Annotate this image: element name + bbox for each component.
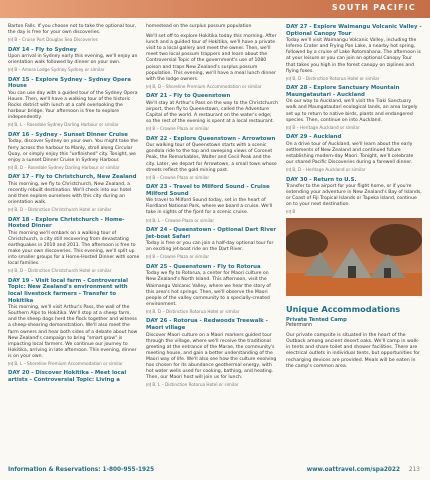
section-banner [0, 0, 430, 18]
day-description: We travel to Milford Sound today, set in the heart of Fiordland National Park, where we board a cruise. We'll take in sights of the fjord for a scenic cruise. [146, 198, 273, 216]
itinerary-entry [146, 227, 278, 260]
itinerary-entry [146, 264, 278, 315]
website-link[interactable]: www.oattravel.com/spa2022 [306, 467, 400, 473]
day-description: Today, discover Sydney on your own. You might take the ferry across the harbour to Manly, stroll along Circular Quay, or simply enjoy this "unfinished" city. Tonight, we enjoy a sunset Dinner Cruise in Sydney Harbour. [8, 139, 139, 163]
meals-and-lodging: 🍽 B – Amora Lodge Sydney Sydney or similar [8, 67, 140, 72]
day-heading: DAY 28 - Explore Sanctuary Mountain Maungatautari - Auckland [286, 85, 400, 98]
itinerary-entry [8, 132, 140, 170]
day-heading: DAY 15 - Explore Sydney - Sydney Opera House [8, 76, 131, 90]
meals-and-lodging: 🍽 B – Crowne Plaza or similar [146, 254, 278, 259]
day-heading: DAY 25 - Queenstown - Fly to Rotorua [146, 263, 261, 270]
day-description: Barton Falls. If you choose not to take the optional tour, the day is free for your own discoveries. [8, 24, 137, 36]
tents-illustration [286, 218, 422, 296]
day-description: Our walking tour of Queenstown starts with a scenic gondola ride to the top and sweeping views of Coronet Peak, the Remarkables, Walter and Cecil Peak and the city. Later, we depart for Arrowtown, a small town whose streets reflect the gold mining past. [146, 143, 277, 173]
itinerary-entry [8, 217, 140, 274]
day-description: On our way to Auckland, we'll visit the Tiaki Sanctuary walk and Maungatautari ecological lands, an area largely set up to return to native birds, plants and endangered species. Then, continue on into Auckland. [286, 99, 418, 123]
itinerary-entry [146, 93, 278, 131]
day-description: This morning we'll embark on a walking tour of Christchurch, a city still recovering from devastating earthquakes in 2010 and 2011. The afternoon is free to make your own discoveries. This evening, we'll split up into smaller groups for a Home-Hosted Dinner with some local families. [8, 230, 140, 267]
itinerary-entry [286, 177, 422, 215]
day-description: Upon arrival in Sydney early this evening, we'll enjoy an orientation walk followed by dinner on your own. [8, 54, 138, 66]
day-heading: DAY 29 - Auckland [286, 134, 342, 141]
meals-and-lodging: 🍽 B, D – Distinction Christchurch Hotel or similar [8, 207, 140, 212]
day-description: Today is free or you can join a half-day optional tour for an exciting jet-boat ride on the Dart River. [146, 241, 274, 253]
accommodation-location: Petermann [286, 323, 313, 329]
page-number: 213 [408, 467, 420, 473]
day-description: Discover Maori culture on a Maori markers guided tour through the village, where we'll receive the traditional greeting at the entrance of the Marae, the community's meeting house, and gain a better understanding of the Maori way of life. We'll also see how the culture evolving has chosen for its abundance geothermal energy, with hot water wells used for cooking, bathing, and heating. Then, our Maori host will join us for lunch. [146, 332, 277, 381]
itinerary-entry [8, 47, 140, 73]
day-heading: DAY 27 - Explore Waimangu Volcanic Valley - Optional Canopy Tour [286, 24, 422, 37]
itinerary-column-2 [146, 24, 278, 392]
day-description: Transfer to the airport for your flight home, or if you're extending your adventure in New Zealand's Bay of Islands, or Coast of Fiji Tropical Islands or Tapeka Island, continue on to your next destination. [286, 184, 422, 208]
day-description: We'll stay at Arthur's Pass on the way to the Christchurch airport, then fly to Queenstown, called the Adventure Capital of the world. A restaurant on the water's edge; so the rest of the evening is spent at a local restaurant. [146, 100, 278, 125]
itinerary-entry [146, 136, 278, 180]
day-heading: DAY 16 - Sydney - Sunset Dinner Cruise [8, 131, 128, 138]
day-heading: DAY 21 - Fly to Queenstown [146, 93, 231, 100]
meals-and-lodging: 🍽 B, L – Crowne Plaza or similar [146, 218, 278, 223]
day-heading: DAY 30 - Return to U.S. [286, 176, 357, 183]
itinerary-entry [146, 24, 278, 30]
meals-and-lodging: 🍽 B, L – Distinction Rotorua Hotel or similar [146, 382, 278, 387]
accommodation-description: Our private campsite is situated in the heart of the Outback among ancient desert oaks. We'll camp in walk-in tents and share toilet and shower facilities. There are electrical outlets in individual tents, but opportunities for recharging devices are provided. Meals will be eaten in the camp's common area. [286, 332, 420, 369]
meals-and-lodging: 🍽 B, D – Distinction Rotorua Hotel or similar [286, 76, 422, 81]
meals-and-lodging: 🍽 B, D – Rosedale Sydney Darling Harbour or similar [8, 165, 140, 170]
meals-and-lodging: 🍽 B, D – Distinction Christchurch Hotel or similar [8, 268, 140, 273]
day-description: Today we fly to Rotorua, a center for Maori culture on New Zealand's North Island. This afternoon, visit the Waimangu Volcanic Valley, where we hear the story of this area's hot springs. Then, we'll observe the Maori people of the valley community to a specially-created environment. [146, 271, 271, 307]
meals-and-lodging: 🍽 B – Cruise Port Douglas Sea Discoveries [8, 37, 140, 42]
day-description: homestead on the surplus possum population [146, 24, 252, 29]
unique-accommodations-title: Unique Accommodations [286, 304, 401, 314]
itinerary-entry [286, 134, 422, 172]
day-heading: DAY 20 - Discover Hokitika - Meet local artists - Controversial Topic: Living a [8, 370, 127, 383]
unique-accommodations [286, 304, 422, 370]
day-heading: DAY 17 - Fly to Christchurch, New Zealand [8, 174, 137, 181]
itinerary-entry [146, 184, 278, 223]
meals-and-lodging: 🍽 B, L – Rosedale Sydney Darling Harbour or similar [8, 122, 140, 127]
day-description: On a drive tour of Auckland, we'll learn about the early settlements of New Zealand and continued future establishing modern-day Maori. Tonight, we'll celebrate our shared Pacific Discoveries during a farewell dinner. [286, 141, 414, 165]
day-heading: DAY 19 - Visit local farm - Controversial Topic: New Zealand's environment with local livestock farmers - Transfer to Hokitika [8, 277, 129, 304]
itinerary-entry [8, 370, 140, 383]
day-description: This morning, we'll visit Arthur's Pass, the wall of the Southern Alps to Hokitika. We'll stop at a sheep farm, and the sheep dogs herd the flock together and witness a sheep-shearing demonstration. We'll also meet the farm owners and hear both sides of a debate about how New Zealand's campaign to bring "smart grow" is impacting local farmers. We continue our journey to Hokitika, arriving in late afternoon. This evening, dinner is on your own. [8, 305, 138, 359]
itinerary-entry [146, 318, 278, 387]
itinerary-entry [8, 278, 140, 367]
day-description: You can use day with a guided tour of the Sydney Opera House. Then, we'll have a walking tour of the historic Rocks district with lunch at a café overlooking the harbour bridge. Your afternoon is free to explore independently. [8, 90, 138, 121]
day-heading: DAY 24 - Queenstown - Optional Dart River Jet-boat Safari [146, 226, 277, 240]
meals-and-lodging: 🍽 B – Crowne Plaza or similar [146, 175, 278, 180]
day-heading: DAY 22 - Explore Queenstown - Arrowtown [146, 135, 276, 142]
itinerary-column-3 [286, 24, 422, 219]
itinerary-entry [286, 24, 422, 81]
tented-camp-photo [286, 218, 422, 296]
page-footer [0, 462, 430, 480]
day-heading: DAY 18 - Explore Christchurch - Home-Hosted Dinner [8, 216, 125, 230]
itinerary-entry [286, 85, 422, 130]
day-description: We'll set off to explore Hokitika today this morning. After lunch and a guided tour of Hokitika, we'll have a private visit to a local gallery and meet the owner. Then, we'll meet two local possum trappers and learn about the Controversial Topic of the government's use of 1080 poison and traps New Zealand's surplus possum population. This evening, we'll have a meal lunch dinner with the lodge owners. [146, 34, 277, 82]
itinerary-entry [8, 24, 140, 43]
day-heading: DAY 26 - Rotorua - Redwoods Treewalk - Maori village [146, 318, 268, 331]
itinerary-entry [8, 174, 140, 212]
meals-and-lodging: 🍽 B – Crowne Plaza or similar [146, 126, 278, 131]
meals-and-lodging: 🍽 B, D – Heritage Auckland or similar [286, 167, 422, 172]
day-heading: DAY 14 - Fly to Sydney [8, 46, 77, 53]
day-heading: DAY 23 - Travel to Milford Sound - Cruise Milford Sound [146, 184, 270, 197]
meals-and-lodging: 🍽 B [286, 209, 422, 214]
accommodation-subtitle: Private Tented Camp [286, 317, 347, 323]
meals-and-lodging: 🍽 B, L – Shoreline Premium Accommodation or similar [8, 361, 140, 366]
itinerary-entry [146, 34, 278, 89]
section-title: SOUTH PACIFIC [331, 3, 416, 12]
itinerary-entry [8, 77, 140, 128]
day-description: This morning, we fly to Christchurch, New Zealand, a recently rebuilt destination. We'll check into our hotel and then explore ourselves with this city during an orientation walk. [8, 181, 132, 206]
day-description: Today we'll visit Waimangu Volcanic Valley, including the Inferno Crater and Frying Pan Lake, a nearby hot spring, followed by a cruise of Lake Rotomahana. The afternoon is at your leisure or you can join an optional Canopy Tour that takes you high in the forest canopy on ziplines and flying foxes. [286, 38, 421, 74]
meals-and-lodging: 🍽 B, D – Distinction Rotorua Hotel or similar [146, 309, 278, 314]
reservations-info: Information & Reservations: 1-800-955-1925 [8, 467, 155, 473]
meals-and-lodging: 🍽 B, D – Shoreline Premium Accommodation or similar [146, 84, 278, 89]
itinerary-column-1 [8, 24, 140, 388]
meals-and-lodging: 🍽 B – Heritage Auckland or similar [286, 125, 422, 130]
